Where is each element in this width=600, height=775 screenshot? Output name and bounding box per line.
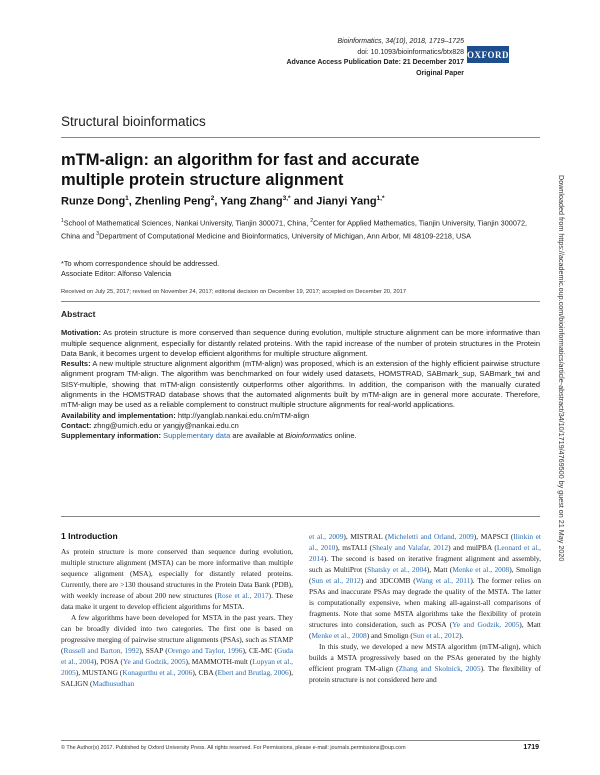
body-text: ) and mulPBA ( <box>448 543 497 552</box>
copyright-footer: © The Author(s) 2017. Published by Oxford University Press. All rights reserved. For Permissions, please e-mail: journals.permissions@oup.com <box>61 745 406 751</box>
body-text: ), CBA ( <box>192 668 218 677</box>
body-text: ), CE-MC ( <box>242 646 277 655</box>
citation-link[interactable]: Sun et al., 2012 <box>412 631 460 640</box>
author-name: Runze Dong <box>61 195 126 208</box>
affiliation-mark: 1 <box>61 218 64 224</box>
citation-link[interactable]: Menke et al., 2008 <box>452 565 510 574</box>
citation-link[interactable]: Leonard et al., 2014 <box>309 543 541 563</box>
intro-left-column <box>61 531 293 689</box>
abstract-results <box>61 359 540 410</box>
author-affiliation-mark: 3,* <box>282 195 291 202</box>
body-text: ). The former relies on PSAs and inaccurate PSAs may degrade the quality of the MSTA. The latter is computationally expensive, when making all-against-all comparisons of fragments. Note that some MSTA algorithms take the flexibility of protein structures into consideration, such as POSA ( <box>309 576 542 629</box>
supplementary-text-end: online. <box>332 431 357 441</box>
body-text: ). <box>459 631 464 640</box>
intro-paragraph-3 <box>309 641 541 685</box>
oxford-logo <box>467 46 509 63</box>
body-text: ), SALIGN ( <box>61 668 293 688</box>
body-text: ). The flexibility of protein structure is not considered here and <box>309 664 541 684</box>
body-text: ), MAMMOTH-mult ( <box>185 657 253 666</box>
results-label: Results: <box>61 359 91 369</box>
abstract-heading: Abstract <box>61 309 96 319</box>
supplementary-journal: Bioinformatics <box>285 431 333 441</box>
affiliation-mark: 2 <box>310 218 314 224</box>
citation-link[interactable]: Orengo and Taylor, 1996 <box>167 646 243 655</box>
body-text: ), Matt ( <box>309 620 541 640</box>
title-line-1: mTM-align: an algorithm for fast and accurate <box>61 151 420 169</box>
abstract-contact <box>61 421 540 431</box>
supplementary-text: are available at <box>230 431 286 441</box>
associate-editor: Associate Editor: Alfonso Valencia <box>61 269 172 279</box>
author-affiliation-mark: 1,* <box>376 195 385 202</box>
supplementary-data-link[interactable]: Supplementary data <box>163 431 231 441</box>
availability-url[interactable]: http://yanglab.nankai.edu.cn/mTM-align <box>175 410 310 420</box>
intro-paragraph-2 <box>61 612 293 689</box>
citation-link[interactable]: Ebert and Brutlag, 2006 <box>217 668 289 677</box>
availability-label: Availability and implementation: <box>61 410 176 420</box>
citation-link[interactable]: Russell and Barton, 1992 <box>63 646 140 655</box>
citation-link[interactable]: Guda et al., 2004 <box>61 646 293 666</box>
body-text: ), SSAP ( <box>139 646 168 655</box>
citation-link[interactable]: Shatsky et al., 2004 <box>367 565 427 574</box>
affiliations <box>61 216 543 242</box>
intro-paragraph-2-continued <box>309 531 541 641</box>
citation-link[interactable]: Shealy and Valafar, 2012 <box>372 543 449 552</box>
body-text: ), POSA ( <box>93 657 123 666</box>
author-list <box>61 195 385 208</box>
body-text: ). The second is based on iterative fragment alignment and assembly, such as MultiProt ( <box>309 554 541 574</box>
body-text: ), Smolign ( <box>309 565 541 585</box>
section-label: Structural bioinformatics <box>61 114 206 129</box>
download-watermark: Downloaded from https://academic.oup.com/bioinformatics/article-abstract/34/10/1719/4769500 by guest on 21 May 2020 <box>557 175 566 562</box>
affiliation-text: School of Mathematical Sciences, Nankai University, Tianjin 300071, China, <box>63 218 311 228</box>
page-number: 1719 <box>523 744 539 751</box>
citation-link[interactable]: Rose et al., 2017 <box>217 591 269 600</box>
citation-link[interactable]: et al., 2009 <box>309 532 344 541</box>
abstract-availability <box>61 411 540 421</box>
affiliation-text: Center for Applied Mathematics, Tianjin University, Tianjin 300072, China and <box>61 218 528 241</box>
body-text: ) and Smolign ( <box>366 631 413 640</box>
supplementary-label: Supplementary information: <box>61 431 162 441</box>
paper-title <box>61 150 541 190</box>
author-name: Zhenling Peng <box>134 195 211 208</box>
intro-paragraph-1 <box>61 546 293 612</box>
contact-label: Contact: <box>61 420 92 430</box>
affiliation-text: Department of Computational Medicine and Bioinformatics, University of Michigan, Ann Arbor, MI 48109-2218, USA <box>99 231 472 241</box>
citation-link[interactable]: Konagurthu et al., 2006 <box>122 668 193 677</box>
author-notes <box>61 259 541 280</box>
body-text: ). These data make it urgent to develop efficient algorithms for MSTA. <box>61 591 294 611</box>
body-text: ), msTALI ( <box>335 543 373 552</box>
abstract-supplementary <box>61 431 540 441</box>
citation-link[interactable]: Madhusudhan <box>92 679 135 688</box>
intro-right-column <box>309 531 541 685</box>
body-text: ), MISTRAL ( <box>343 532 388 541</box>
citation-link[interactable]: Sun et al., 2012 <box>311 576 361 585</box>
body-text: ), MUSTANG ( <box>75 668 123 677</box>
author-separator: and <box>290 195 317 208</box>
body-text: ) and 3DCOMB ( <box>360 576 416 585</box>
body-text: A few algorithms have been developed for MSTA in the past years. They can be broadly divided into two categories. The first one is based on progressive merging of pairwise structure alignments (PSAs), such as STAMP ( <box>61 613 293 655</box>
author-name: Yang Zhang <box>220 195 283 208</box>
journal-citation: Bioinformatics, 34(10), 2018, 1719–1725 <box>337 38 464 45</box>
section-divider <box>61 137 540 138</box>
author-affiliation-mark: 2 <box>210 195 215 202</box>
advance-access-date: Advance Access Publication Date: 21 December 2017 <box>286 59 464 66</box>
author-separator: , <box>214 195 221 208</box>
citation-link[interactable]: Ye and Godzik, 2005 <box>452 620 520 629</box>
citation-link[interactable]: Wang et al., 2011 <box>415 576 471 585</box>
correspondence-note: *To whom correspondence should be addressed. <box>61 259 220 268</box>
citation-link[interactable]: Ilinkin et al., 2010 <box>309 532 541 552</box>
received-dates: Received on July 25, 2017; revised on November 24, 2017; editorial decision on December 19, 2017; accepted on December 20, 2017 <box>61 289 407 295</box>
author-affiliation-mark: 1 <box>125 195 129 202</box>
abstract-bottom-divider <box>61 516 540 517</box>
abstract <box>61 309 540 442</box>
abstract-motivation <box>61 328 540 359</box>
citation-link[interactable]: Menke et al., 2008 <box>311 631 367 640</box>
oxford-logo-text: OXFORD <box>467 49 509 60</box>
citation-link[interactable]: Zhang and Skolnick, 2005 <box>398 664 481 673</box>
contact-emails[interactable]: zhng@umich.edu or yangjy@nankai.edu.cn <box>91 420 239 430</box>
citation-link[interactable]: Ye and Godzik, 2005 <box>122 657 186 666</box>
body-text: ), MAPSCI ( <box>473 532 514 541</box>
author-name: Jianyi Yang <box>316 195 377 208</box>
citation-link[interactable]: Lupyan et al., 2005 <box>61 657 294 677</box>
body-text: As protein structure is more conserved than sequence during evolution, multiple structure alignment (MSTA) can be more informative than multiple sequence alignment (MSA), especially for distantly related proteins. Currently, there are >130 thousand structures in the Protein Data Bank (PDB), with weekly increase of about 200 new structures ( <box>61 547 293 600</box>
author-separator: , <box>128 195 135 208</box>
paper-type: Original Paper <box>416 69 464 77</box>
citation-link[interactable]: Micheletti and Orland, 2009 <box>387 532 474 541</box>
journal-metadata <box>164 37 464 79</box>
doi[interactable]: doi: 10.1093/bioinformatics/btx828 <box>357 48 464 56</box>
motivation-label: Motivation: <box>61 328 101 338</box>
results-text: A new multiple structure alignment algorithm (mTM-align) was proposed, which is an extension of the highly efficient pairwise structure alignment program TM-align. The algorithm was benchmarked on four widely used datasets, HOMSTRAD, SABmark_sup, SABmark_twi and SISY-multiple, showing that mTM-align consistently outperforms other algorithms. In addition, the comparison with the manually curated alignments in the HOMSTRAD database shows that the automated alignments built by mTM-align are in general more accurate. Therefore, mTM-align may be used as a reliable complement to construct multiple structure alignments for real-world applications. <box>61 359 540 410</box>
body-text: In this study, we developed a new MSTA algorithm (mTM-align), which builds a MSTA progressively based on the PSAs generated by the highly efficient program TM-align ( <box>309 642 541 673</box>
introduction-heading: 1 Introduction <box>61 531 118 541</box>
body-text: ), Matt ( <box>426 565 453 574</box>
footer-divider <box>61 740 540 741</box>
title-line-2: multiple protein structure alignment <box>61 171 344 189</box>
motivation-text: As protein structure is more conserved than sequence during evolution, multiple structure alignment can be more informative than multiple sequence alignment, especially for distantly related proteins. With the rapid increase of the number of protein structures in the Protein Data Bank, it becomes urgent to develop efficient algorithms for multiple structure alignment. <box>61 328 540 358</box>
affiliation-mark: 3 <box>96 230 100 237</box>
abstract-top-divider <box>61 301 540 302</box>
